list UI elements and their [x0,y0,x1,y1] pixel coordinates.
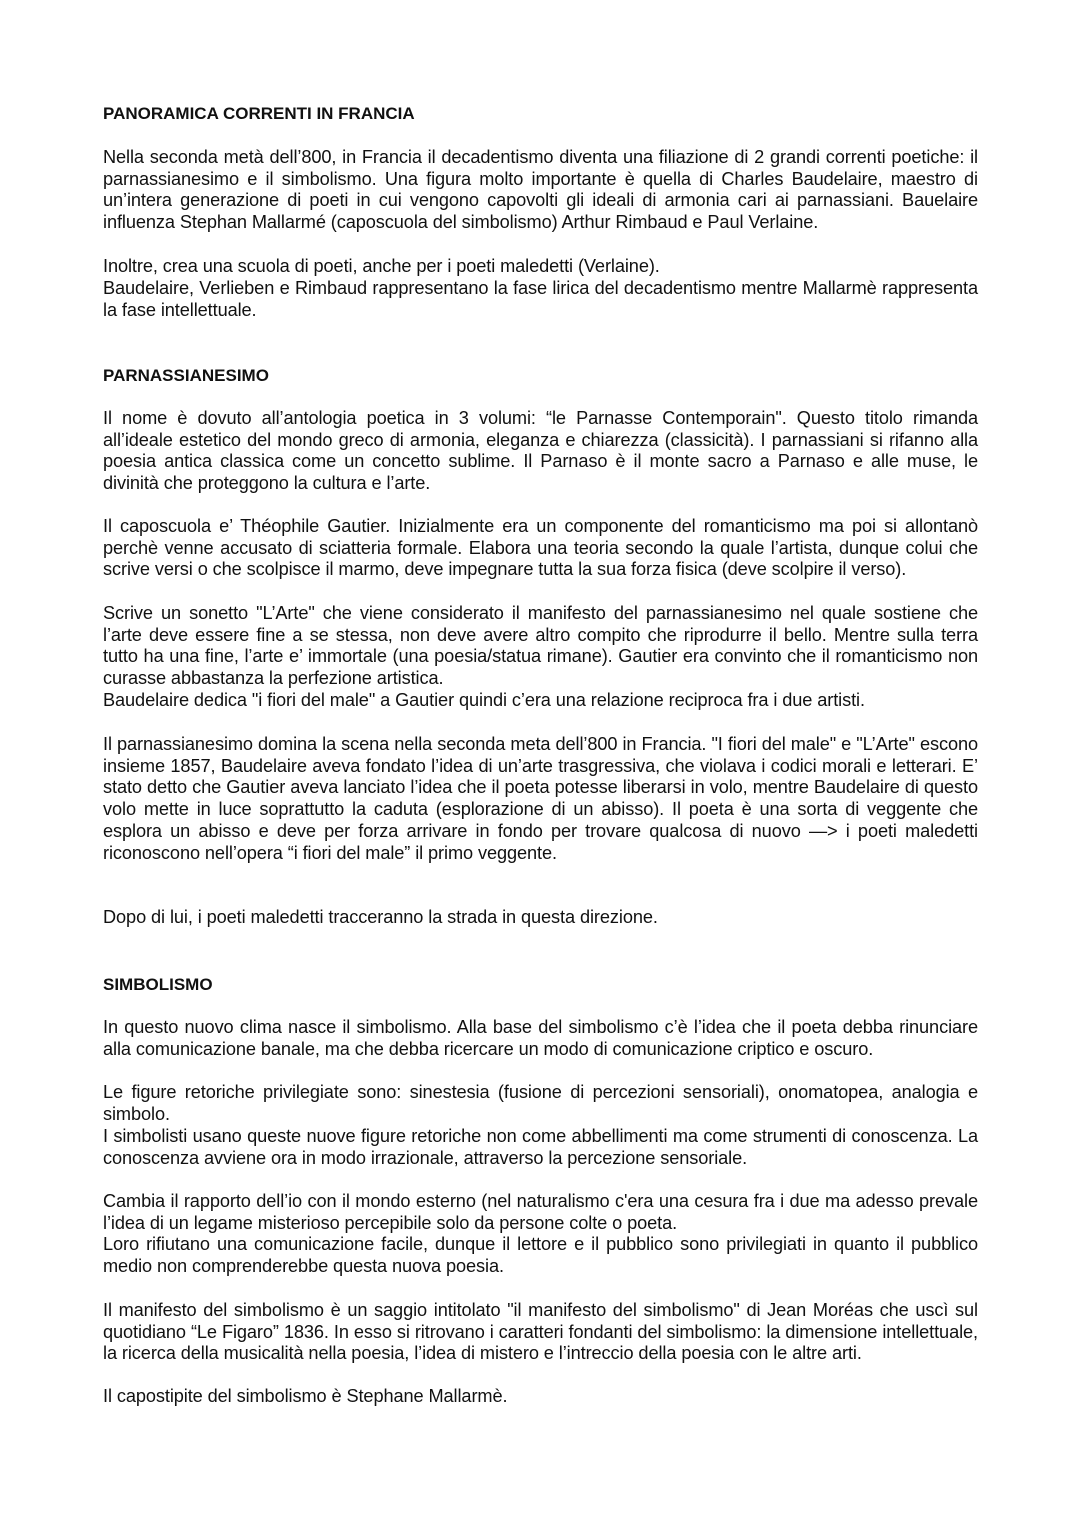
paragraph: Scrive un sonetto "L’Arte" che viene considerato il manifesto del parnassianesimo nel quale sostiene che l’arte deve essere fine a se stessa, non deve avere altro compito che riprodurre il bello. Mentre sulla terra tutto ha una fine, l’arte e’ immortale (una poesia/statua rimane). Gautier era convinto che il romanticismo non curasse abbastanza la perfezione artistica. [103,603,978,689]
paragraph: I simbolisti usano queste nuove figure retoriche non come abbellimenti ma come strumenti di conoscenza. La conoscenza avviene ora in modo irrazionale, attraverso la percezione sensoriale. [103,1126,978,1168]
paragraph: Inoltre, crea una scuola di poeti, anche per i poeti maledetti (Verlaine). [103,256,660,276]
paragraph: Baudelaire dedica "i fiori del male" a Gautier quindi c’era una relazione reciproca fra i due artisti. [103,690,865,710]
paragraph: Il manifesto del simbolismo è un saggio intitolato "il manifesto del simbolismo" di Jean Moréas che uscì sul quotidiano “Le Figaro” 1836. In esso si ritrovano i caratteri fondanti del simbolismo: la dimensione intellettuale, la ricerca della musicalità nella poesia, l’idea di mistero e l’intreccio della poesia con le altre arti. [103,1300,978,1364]
paragraph: Il caposcuola e’ Théophile Gautier. Inizialmente era un componente del romanticismo ma poi si allontanò perchè venne accusato di sciatteria formale. Elabora una teoria secondo la quale l’artista, dunque colui che scrive versi o che scolpisce il marmo, deve impegnare tutta la sua forza fisica (deve scolpire il verso). [103,516,978,580]
paragraph: Il capostipite del simbolismo è Stephane Mallarmè. [103,1386,508,1406]
paragraph: Il nome è dovuto all’antologia poetica in 3 volumi: “le Parnasse Contemporain". Questo titolo rimanda all’ideale estetico del mondo greco di armonia, eleganza e chiarezza (classicità). I parnassiani si rifanno alla poesia antica classica come un concetto sublime. Il Parnaso è il monte sacro a Parnaso e alle muse, le divinità che proteggono la cultura e l’arte. [103,408,978,494]
paragraph: Nella seconda metà dell’800, in Francia il decadentismo diventa una filiazione di 2 grandi correnti poetiche: il parnassianesimo e il simbolismo. Una figura molto importante è quella di Charles Baudelaire, maestro di un’intera generazione di poeti in cui vengono capovolti gli ideali di armonia cari ai parnassiani. Bauelaire influenza Stephan Mallarmé (caposcuola del simbolismo) Arthur Rimbaud e Paul Verlaine. [103,147,978,233]
section-heading-parnassianesimo: PARNASSIANESIMO [103,366,269,385]
paragraph: Baudelaire, Verlieben e Rimbaud rappresentano la fase lirica del decadentismo mentre Mallarmè rappresenta la fase intellettuale. [103,278,978,320]
section-heading-panoramica: PANORAMICA CORRENTI IN FRANCIA [103,104,415,123]
paragraph: Dopo di lui, i poeti maledetti tracceranno la strada in questa direzione. [103,907,658,927]
paragraph: Cambia il rapporto dell’io con il mondo esterno (nel naturalismo c'era una cesura fra i due ma adesso prevale l’idea di un legame misterioso percepibile solo da persone colte o poeta. [103,1191,978,1233]
section-heading-simbolismo: SIMBOLISMO [103,975,213,994]
paragraph: Le figure retoriche privilegiate sono: sinestesia (fusione di percezioni sensoriali), onomatopea, analogia e simbolo. [103,1082,978,1124]
paragraph: In questo nuovo clima nasce il simbolismo. Alla base del simbolismo c’è l’idea che il poeta debba rinunciare alla comunicazione banale, ma che debba ricercare un modo di comunicazione criptico e oscuro. [103,1017,978,1059]
paragraph: Loro rifiutano una comunicazione facile, dunque il lettore e il pubblico sono privilegiati in quanto il pubblico medio non comprenderebbe questa nuova poesia. [103,1234,978,1276]
paragraph: Il parnassianesimo domina la scena nella seconda meta dell’800 in Francia. "I fiori del male" e "L’Arte" escono insieme 1857, Baudelaire aveva fondato l’idea di un’arte trasgressiva, che violava i codici morali e letterari. E’ stato detto che Gautier aveva lanciato l’idea che il poeta potesse liberarsi in volo, mentre Baudelaire di questo volo mette in luce soprattutto la caduta (esplorazione di un abisso). Il poeta è una sorta di veggente che esplora un abisso e deve per forza arrivare in fondo per trovare qualcosa di nuovo —> i poeti maledetti riconoscono nell’opera “i fiori del male” il primo veggente. [103,734,978,863]
